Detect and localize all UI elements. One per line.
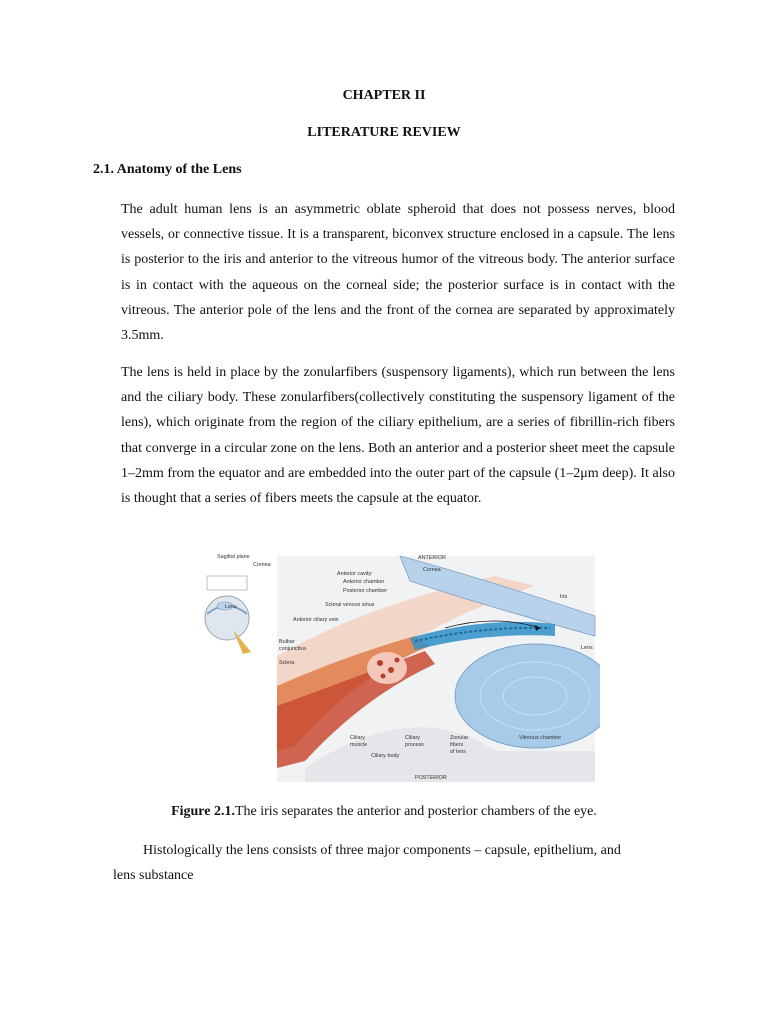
label-iris: Iris bbox=[560, 594, 568, 600]
ciliary-process bbox=[367, 652, 407, 684]
label-anterior-cavity: Anterior cavity: bbox=[337, 571, 373, 577]
label-sclera: Sclera bbox=[279, 660, 295, 666]
histology-line-2: lens substance bbox=[113, 868, 194, 884]
label-zonular-3: of lens bbox=[450, 749, 466, 755]
label-cornea: Cornea bbox=[423, 567, 441, 573]
label-sagittal-plane: Sagittal plane bbox=[217, 554, 250, 560]
label-scleral-venous-sinus: Scleral venous sinus bbox=[325, 602, 375, 608]
section-title: LITERATURE REVIEW bbox=[307, 125, 461, 140]
label-bulbar-2: conjunctiva bbox=[279, 646, 306, 652]
label-bulbar-1: Bulbar bbox=[279, 639, 295, 645]
figure-caption-text: The iris separates the anterior and posterior chambers of the eye. bbox=[234, 804, 597, 819]
label-zonular-2: fibers bbox=[450, 742, 464, 748]
label-cornea-inset: Cornea bbox=[253, 562, 271, 568]
histology-line-1: Histologically the lens consists of three major components – capsule, epithelium, and bbox=[143, 843, 621, 858]
figure-caption-label: Figure 2.1. bbox=[171, 804, 235, 819]
subsection-heading: 2.1. Anatomy of the Lens bbox=[93, 162, 242, 177]
chapter-heading: CHAPTER II bbox=[342, 88, 426, 103]
eye-anatomy-figure bbox=[195, 546, 600, 786]
label-ciliary-process-1: Ciliary bbox=[405, 735, 420, 741]
label-vitreous-chamber: Vitreous chamber bbox=[519, 735, 562, 741]
label-ciliary-process-2: process bbox=[405, 742, 424, 748]
label-zonular-1: Zonular bbox=[450, 735, 469, 741]
eye-inset bbox=[205, 576, 251, 654]
label-ciliary-muscle-1: Ciliary bbox=[350, 735, 365, 741]
label-lens-inset: Lens bbox=[225, 604, 237, 610]
paragraph-zonular-fibers: The lens is held in place by the zonularfibers (suspensory ligaments), which run between the lens and the ciliary body. These zonularfibers(collectively constituting the suspensory ligament of the lens), which originate from the region of the ciliary epithelium, are a series of fibrillin-rich fibers that converge in a circular zone on the lens. Both an anterior and a posterior sheet meet the capsule 1–2mm from the equator and are embedded into the outer part of the capsule (1–2μm deep). It also is thought that a series of fibers meets the capsule at the equator. bbox=[121, 365, 675, 507]
label-ciliary-body: Ciliary body bbox=[371, 753, 400, 759]
label-anterior-ciliary-vein: Anterior ciliary vein bbox=[293, 617, 339, 623]
paragraph-histology bbox=[113, 838, 675, 888]
label-posterior: POSTERIOR bbox=[415, 775, 447, 781]
figure-caption bbox=[0, 804, 768, 820]
label-lens: Lens bbox=[581, 645, 593, 651]
label-posterior-chamber: Posterior chamber bbox=[343, 588, 388, 594]
label-anterior-chamber: Anterior chamber bbox=[343, 579, 385, 585]
paragraph-anatomy: The adult human lens is an asymmetric oblate spheroid that does not possess nerves, blood vessels, or connective tissue. It is a transparent, biconvex structure enclosed in a capsule. The lens is posterior to the iris and anterior to the vitreous humor of the vitreous body. The anterior surface is in contact with the aqueous on the corneal side; the posterior surface is in contact with the vitreous. The anterior pole of the lens and the front of the cornea are separated by approximately 3.5mm. bbox=[121, 202, 675, 344]
label-anterior: ANTERIOR bbox=[418, 555, 446, 561]
label-ciliary-muscle-2: muscle bbox=[350, 742, 368, 748]
